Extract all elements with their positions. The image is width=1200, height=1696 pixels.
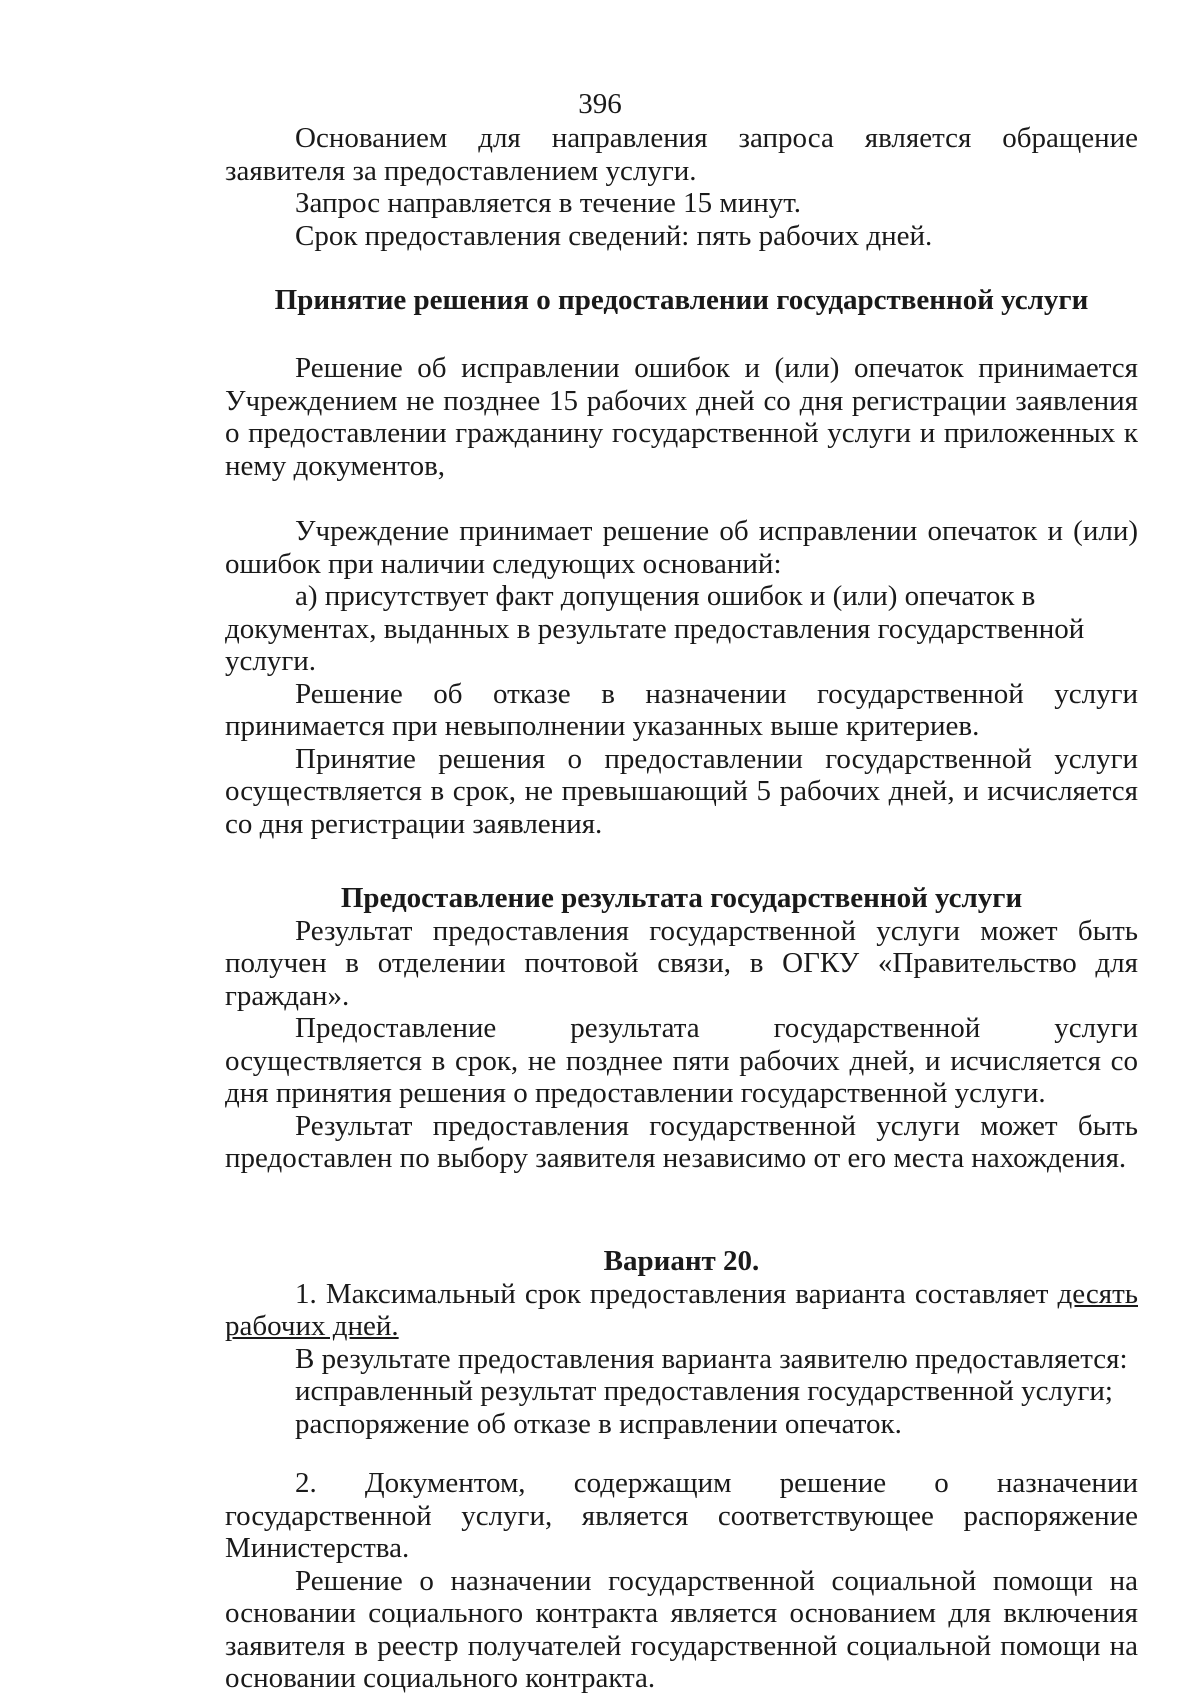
info-deadline-paragraph: Срок предоставления сведений: пять рабочих дней. (295, 219, 933, 252)
result-heading: Предоставление результата государственной услуги (340, 882, 1023, 914)
variant-refusal-line: распоряжение об отказе в исправлении опечаток. (295, 1407, 902, 1440)
grounds-section (225, 515, 1138, 840)
error-correction-paragraph: Решение об исправлении ошибок и (или) опечаток принимается Учреждением не позднее 15 рабочих дней со дня регистрации заявления о предоставлении гражданину государственной услуги и приложенных к нему документов, (225, 352, 1138, 482)
page-number: 396 (578, 88, 622, 120)
variant-item-1-text: 1. Максимальный срок предоставления варианта составляет (295, 1277, 1058, 1310)
result-section (225, 882, 1138, 1175)
ground-a-paragraph: а) присутствует факт допущения ошибок и (или) опечаток в документах, выданных в результате предоставления государственной услуги. (225, 580, 1085, 677)
result-choice-paragraph: Результат предоставления государственной услуги может быть предоставлен по выбору заявителя независимо от его места нахождения. (225, 1109, 1138, 1174)
request-basis-paragraph: Основанием для направления запроса является обращение заявителя за предоставлением услуги. (225, 122, 1138, 187)
decision-section (225, 352, 1138, 482)
grounds-paragraph: Учреждение принимает решение об исправлении опечаток и (или) ошибок при наличии следующих оснований: (225, 515, 1138, 580)
refusal-paragraph: Решение об отказе в назначении государственной услуги принимается при невыполнении указанных выше критериев. (225, 677, 1138, 742)
variant-heading: Вариант 20. (603, 1245, 760, 1277)
variant-item-2: 2. Документом, содержащим решение о назначении государственной услуги, является соответствующее распоряжение Министерства. (225, 1467, 1138, 1564)
variant-section (225, 1245, 1138, 1440)
variant-decision-section (225, 1467, 1138, 1695)
variant-result-line: В результате предоставления варианта заявителю предоставляется: (295, 1342, 1128, 1375)
decision-heading: Принятие решения о предоставлении государственной услуги (274, 284, 1089, 316)
decision-heading-block (225, 284, 1138, 317)
request-section (225, 122, 1138, 252)
variant-item-1 (225, 1278, 1138, 1343)
variant-item-1-underlined: десять рабочих дней. (225, 1277, 1138, 1342)
social-contract-paragraph: Решение о назначении государственной социальной помощи на основании социального контракта является основанием для включения заявителя в реестр получателей государственной социальной помощи на основании социального контракта. (225, 1564, 1138, 1694)
result-deadline-paragraph: Предоставление результата государственной услуги осуществляется в срок, не позднее пяти рабочих дней, и исчисляется со дня принятия решения о предоставлении государственной услуги. (225, 1012, 1138, 1109)
result-channels-paragraph: Результат предоставления государственной услуги может быть получен в отделении почтовой связи, в ОГКУ «Правительство для граждан». (225, 914, 1138, 1012)
variant-corrected-result-line: исправленный результат предоставления государственной услуги; (295, 1375, 1113, 1407)
decision-deadline-paragraph: Принятие решения о предоставлении государственной услуги осуществляется в срок, не превышающий 5 рабочих дней, и исчисляется со дня регистрации заявления. (225, 742, 1138, 840)
request-timing-paragraph: Запрос направляется в течение 15 минут. (295, 187, 802, 219)
